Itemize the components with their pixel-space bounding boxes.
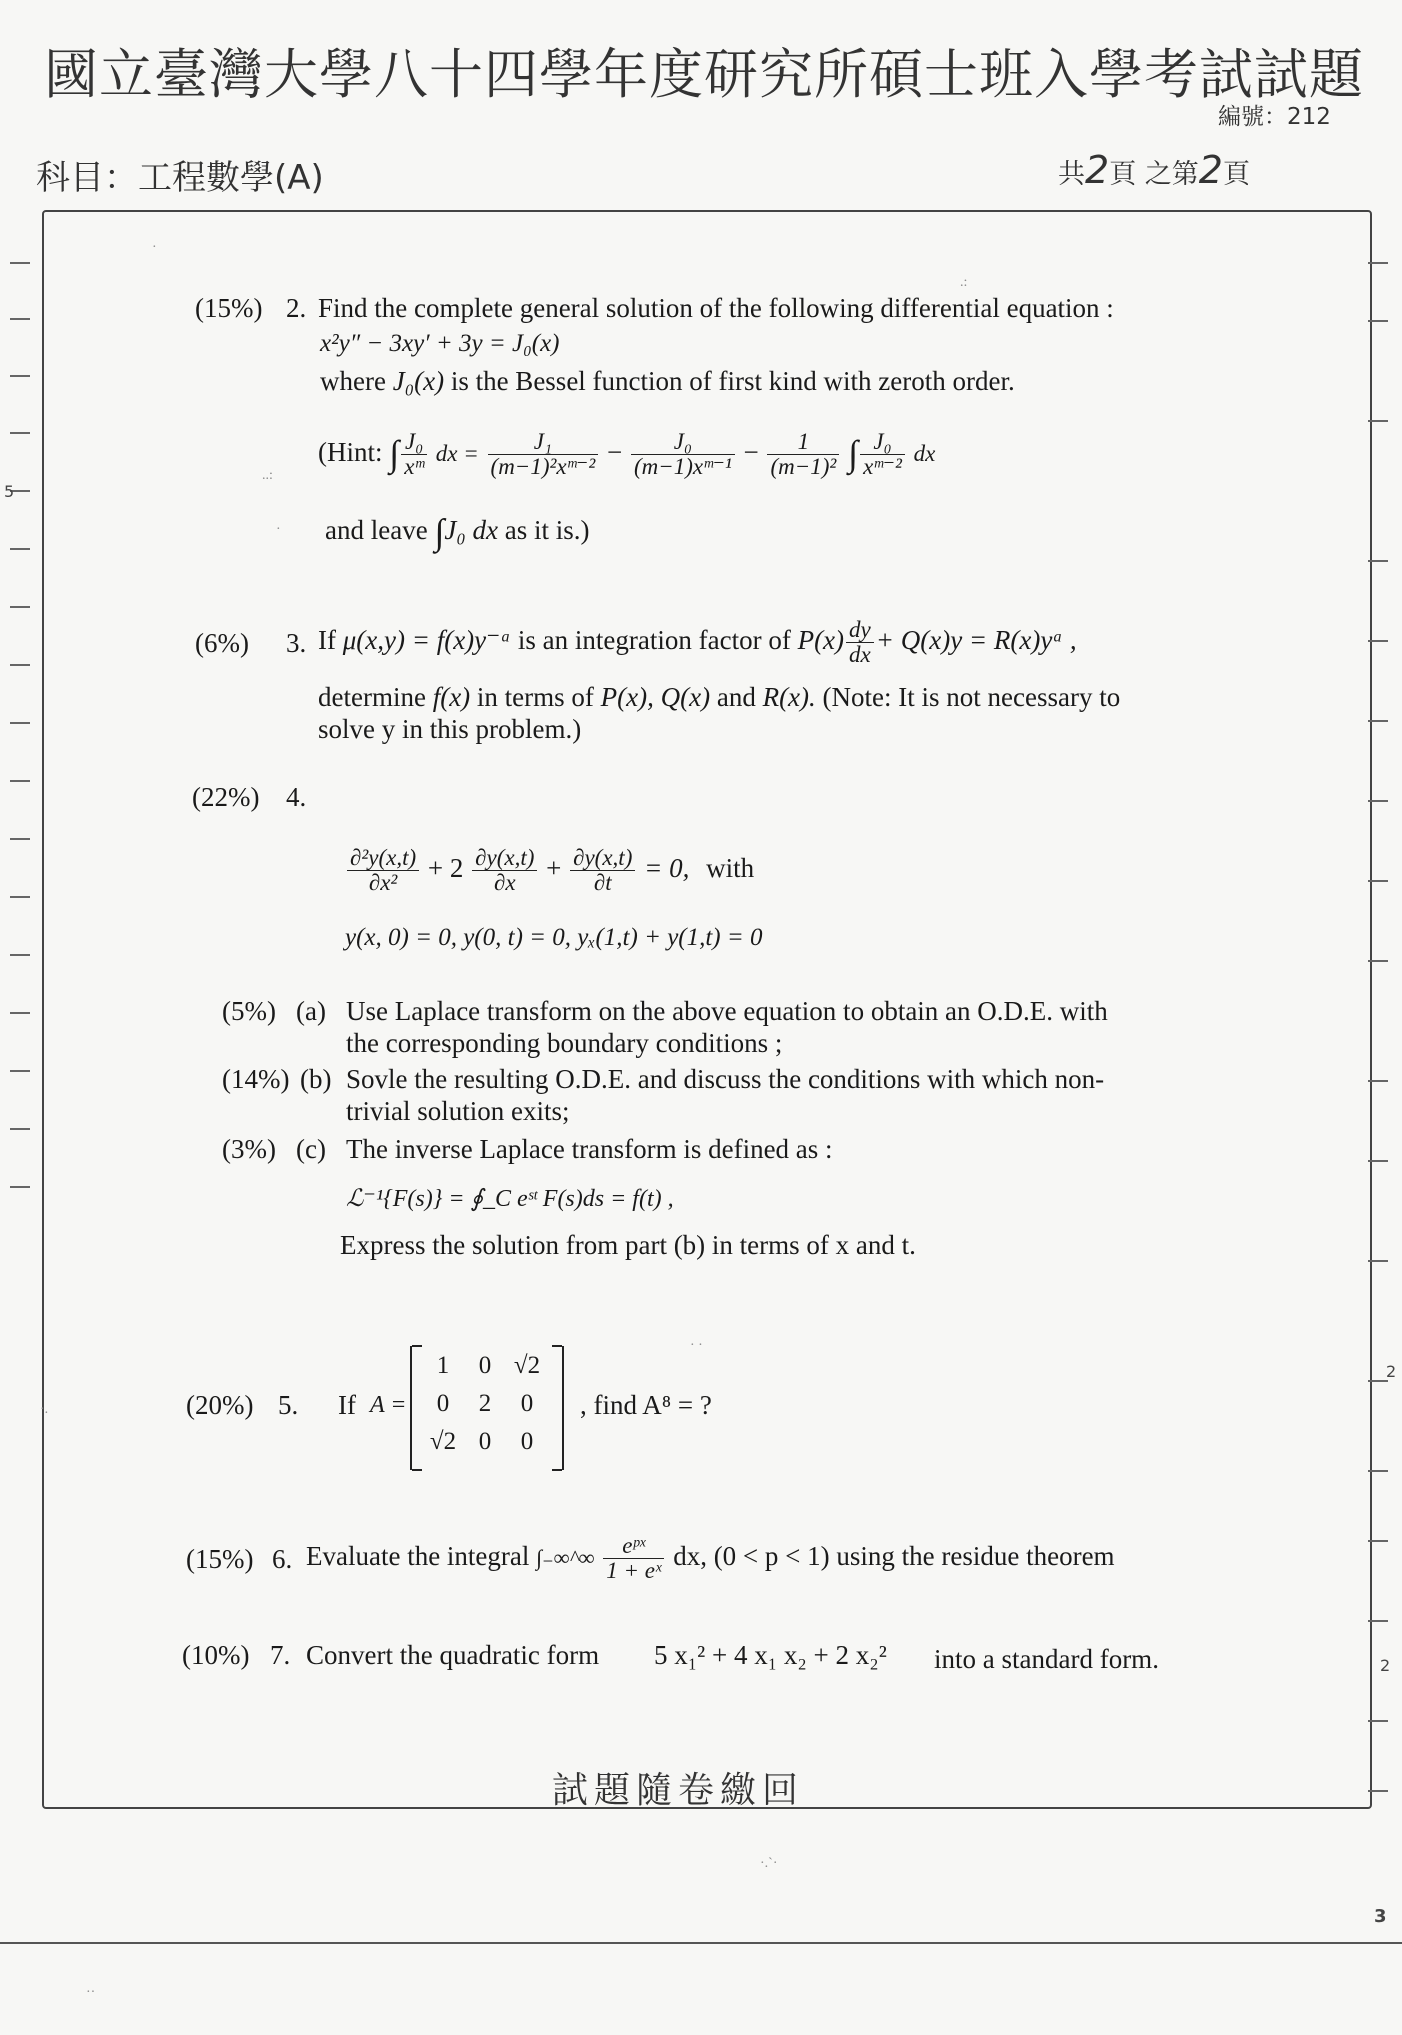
q2-hint: (Hint: ∫ $\frac{\text{J₀}}{\text{xᵐ}}$ dx = $\frac{\text{J₁}}{\text{(m−1)²xᵐ⁻²}}$ − $\frac{\text{J₀}}{\text{(m−1)xᵐ⁻¹}}$ − $\frac{1}{\text{(m−1)²}}$ ∫ $\frac{\text{J₀}}{\text{xᵐ⁻²}}$ dx <box>318 429 936 480</box>
q4-pde-term2: $\frac{\partial y(x,t)}{\partial x}$ <box>472 846 537 895</box>
q3-and: and <box>710 682 763 712</box>
q2-hint-integrand: $\frac{\text{J₀}}{\text{xᵐ}}$ <box>401 430 427 479</box>
q3-r: R(x). <box>762 682 816 712</box>
matrix-cell-2-1: 0 <box>478 1428 492 1455</box>
q4c-percent: (3%) <box>222 1134 276 1164</box>
q4a-line2: the corresponding boundary conditions ; <box>346 1028 783 1058</box>
q4-boundary-conditions: y(x, 0) = 0, y(0, t) = 0, yₓ(1,t) + y(1,t) = 0 <box>345 924 763 951</box>
q4-pde <box>345 846 754 895</box>
matrix-cell-1-0: 0 <box>436 1390 450 1417</box>
q4-percent: (22%) <box>192 782 260 812</box>
q7-text-a: Convert the quadratic form <box>306 1640 600 1670</box>
q4c-formula: ℒ⁻¹{F(s)} = ∮_C eˢᵗ F(s)ds = f(t) , <box>346 1186 674 1212</box>
q7-form: 5 x₁² + 4 x₁ x₂ + 2 x₂² <box>654 1640 887 1670</box>
q3-determine: determine <box>318 682 433 712</box>
q4-number: 4. <box>286 782 307 812</box>
q7-text-b: into a standard form. <box>934 1644 1159 1674</box>
q2-hint-dx2: dx <box>913 440 936 466</box>
q2-hint-label: (Hint: <box>318 436 383 467</box>
q6-integrand: $\frac{\text{eᵖˣ}}{\text{1 + eˣ}}$ <box>603 1534 664 1583</box>
matrix-cell-0-2: √2 <box>513 1352 541 1379</box>
q4-pde-end: = 0, <box>644 852 690 883</box>
pages-prefix: 共 <box>1058 159 1085 190</box>
q2-leave-integral: J₀ dx <box>444 515 499 546</box>
q2-hint-term1: $\frac{\text{J₁}}{\text{(m−1)²xᵐ⁻²}}$ <box>488 430 599 479</box>
q3-in-terms: in terms of <box>470 682 601 712</box>
matrix-cell-0-1: 0 <box>478 1352 492 1379</box>
bottom-rule <box>0 1942 1402 1944</box>
q3-number: 3. <box>286 628 307 658</box>
q3-pq: P(x), Q(x) <box>600 682 711 712</box>
right-margin-number-a: 2 <box>1386 1362 1397 1381</box>
q3-line3: solve y in this problem.) <box>318 714 582 744</box>
q5-if: If <box>338 1390 356 1420</box>
q2-equation: x²y″ − 3xy′ + 3y = J₀(x) <box>320 330 560 357</box>
q3-mu: μ(x,y) = f(x)y⁻ᵃ <box>342 624 512 655</box>
q6-text-a: Evaluate the integral <box>306 1540 530 1571</box>
q7-number: 7. <box>270 1640 291 1670</box>
q4c-label: (c) <box>296 1134 326 1164</box>
q3-f: f(x) <box>432 682 471 712</box>
q6-text-b: dx, (0 < p < 1) using the residue theorem <box>673 1540 1115 1571</box>
q4-with: with <box>706 852 755 883</box>
left-margin-number: 5 <box>4 482 15 501</box>
q3-eq-b: + Q(x)y = R(x)yᵃ , <box>875 624 1077 655</box>
q4c-line3: Express the solution from part (b) in terms of x and t. <box>340 1230 916 1260</box>
q4-pde-term1: $\frac{\text{∂²y(x,t)}}{\text{∂x²}}$ <box>347 846 419 895</box>
matrix-cell-0-0: 1 <box>436 1352 450 1379</box>
q5-percent: (20%) <box>186 1390 254 1420</box>
exam-subject: 科目：工程數學(A) <box>36 158 324 198</box>
q2-leave: and leave ∫J₀ dx as it is.) <box>325 512 590 552</box>
q4-pde-plus2: + 2 <box>427 852 464 883</box>
q2-where-suffix: is the Bessel function of first kind with zeroth order. <box>444 366 1015 396</box>
pages-current: 2 <box>1198 148 1223 192</box>
q4-pde-plus: + <box>546 852 562 883</box>
q4a-line1: Use Laplace transform on the above equation to obtain an O.D.E. with <box>346 996 1108 1026</box>
q4b-percent: (14%) <box>222 1064 290 1094</box>
q4-pde-term3: $\frac{\partial y(x,t)}{\partial t}$ <box>570 846 635 895</box>
page-indicator <box>1058 148 1250 192</box>
matrix-cell-2-2: 0 <box>520 1428 534 1455</box>
q2-where-symbol: J₀(x) <box>392 366 445 396</box>
q3-line2 <box>318 682 1120 713</box>
q5-a-eq: A = <box>370 1392 407 1418</box>
q2-where <box>320 366 1015 397</box>
q2-hint-dx: dx = <box>435 440 479 466</box>
q6-percent: (15%) <box>186 1544 254 1574</box>
pages-total: 2 <box>1085 148 1110 192</box>
q3-if-b: is an integration factor of <box>517 624 791 655</box>
return-notice: 試題隨卷繳回 <box>552 1770 805 1811</box>
q4b-line1: Sovle the resulting O.D.E. and discuss the conditions with which non- <box>346 1064 1105 1094</box>
pages-suffix: 頁 <box>1222 159 1250 190</box>
q3-line1 <box>318 618 1077 667</box>
q6-text <box>306 1534 1115 1583</box>
q2-leave-prefix: and leave <box>325 515 428 546</box>
matrix-cell-1-2: 0 <box>520 1390 534 1417</box>
q4b-line2: trivial solution exits; <box>346 1096 570 1126</box>
q2-hint-term2: $\frac{\text{J₀}}{\text{(m−1)xᵐ⁻¹}}$ <box>631 430 735 479</box>
q2-number: 2. <box>286 293 307 323</box>
q4c-line1: The inverse Laplace transform is defined as : <box>346 1134 833 1164</box>
q3-percent: (6%) <box>195 628 249 658</box>
q3-note: (Note: It is not necessary to <box>822 682 1121 712</box>
q5-find: , find A⁸ = ? <box>580 1390 712 1420</box>
q4a-percent: (5%) <box>222 996 276 1026</box>
right-margin-number-b: 2 <box>1380 1656 1391 1675</box>
q6-number: 6. <box>272 1544 293 1574</box>
q2-hint-term3: $\frac{1}{\text{(m−1)²}}$ <box>767 430 839 479</box>
q2-where-prefix: where <box>320 366 393 396</box>
q2-hint-term3-integrand: $\frac{\text{J₀}}{\text{xᵐ⁻²}}$ <box>860 430 905 479</box>
matrix-cell-2-0: √2 <box>429 1428 457 1455</box>
exam-title: 國立臺灣大學八十四學年度研究所碩士班入學考試試題 <box>44 43 1364 106</box>
q6-integral: ∫₋∞^∞ <box>536 1544 595 1570</box>
right-margin-number-c: 3 <box>1374 1906 1387 1927</box>
q4a-label: (a) <box>296 996 326 1026</box>
q2-percent: (15%) <box>195 293 263 323</box>
q7-percent: (10%) <box>182 1640 250 1670</box>
q3-dy-dx: $\frac{dy}{dx}$ <box>846 618 874 667</box>
q3-eq-a: P(x) <box>797 624 845 655</box>
q4b-label: (b) <box>300 1064 332 1094</box>
pages-middle: 頁 之第 <box>1109 159 1199 190</box>
q5-number: 5. <box>278 1390 299 1420</box>
q2-stem: Find the complete general solution of the following differential equation : <box>318 293 1114 323</box>
q5-matrix-grid <box>422 1352 548 1456</box>
q5-matrix <box>410 1346 564 1470</box>
exam-code: 編號：212 <box>1218 104 1331 130</box>
q2-leave-suffix: as it is.) <box>504 515 590 546</box>
matrix-cell-1-1: 2 <box>478 1390 492 1417</box>
q3-if: If <box>318 624 336 655</box>
